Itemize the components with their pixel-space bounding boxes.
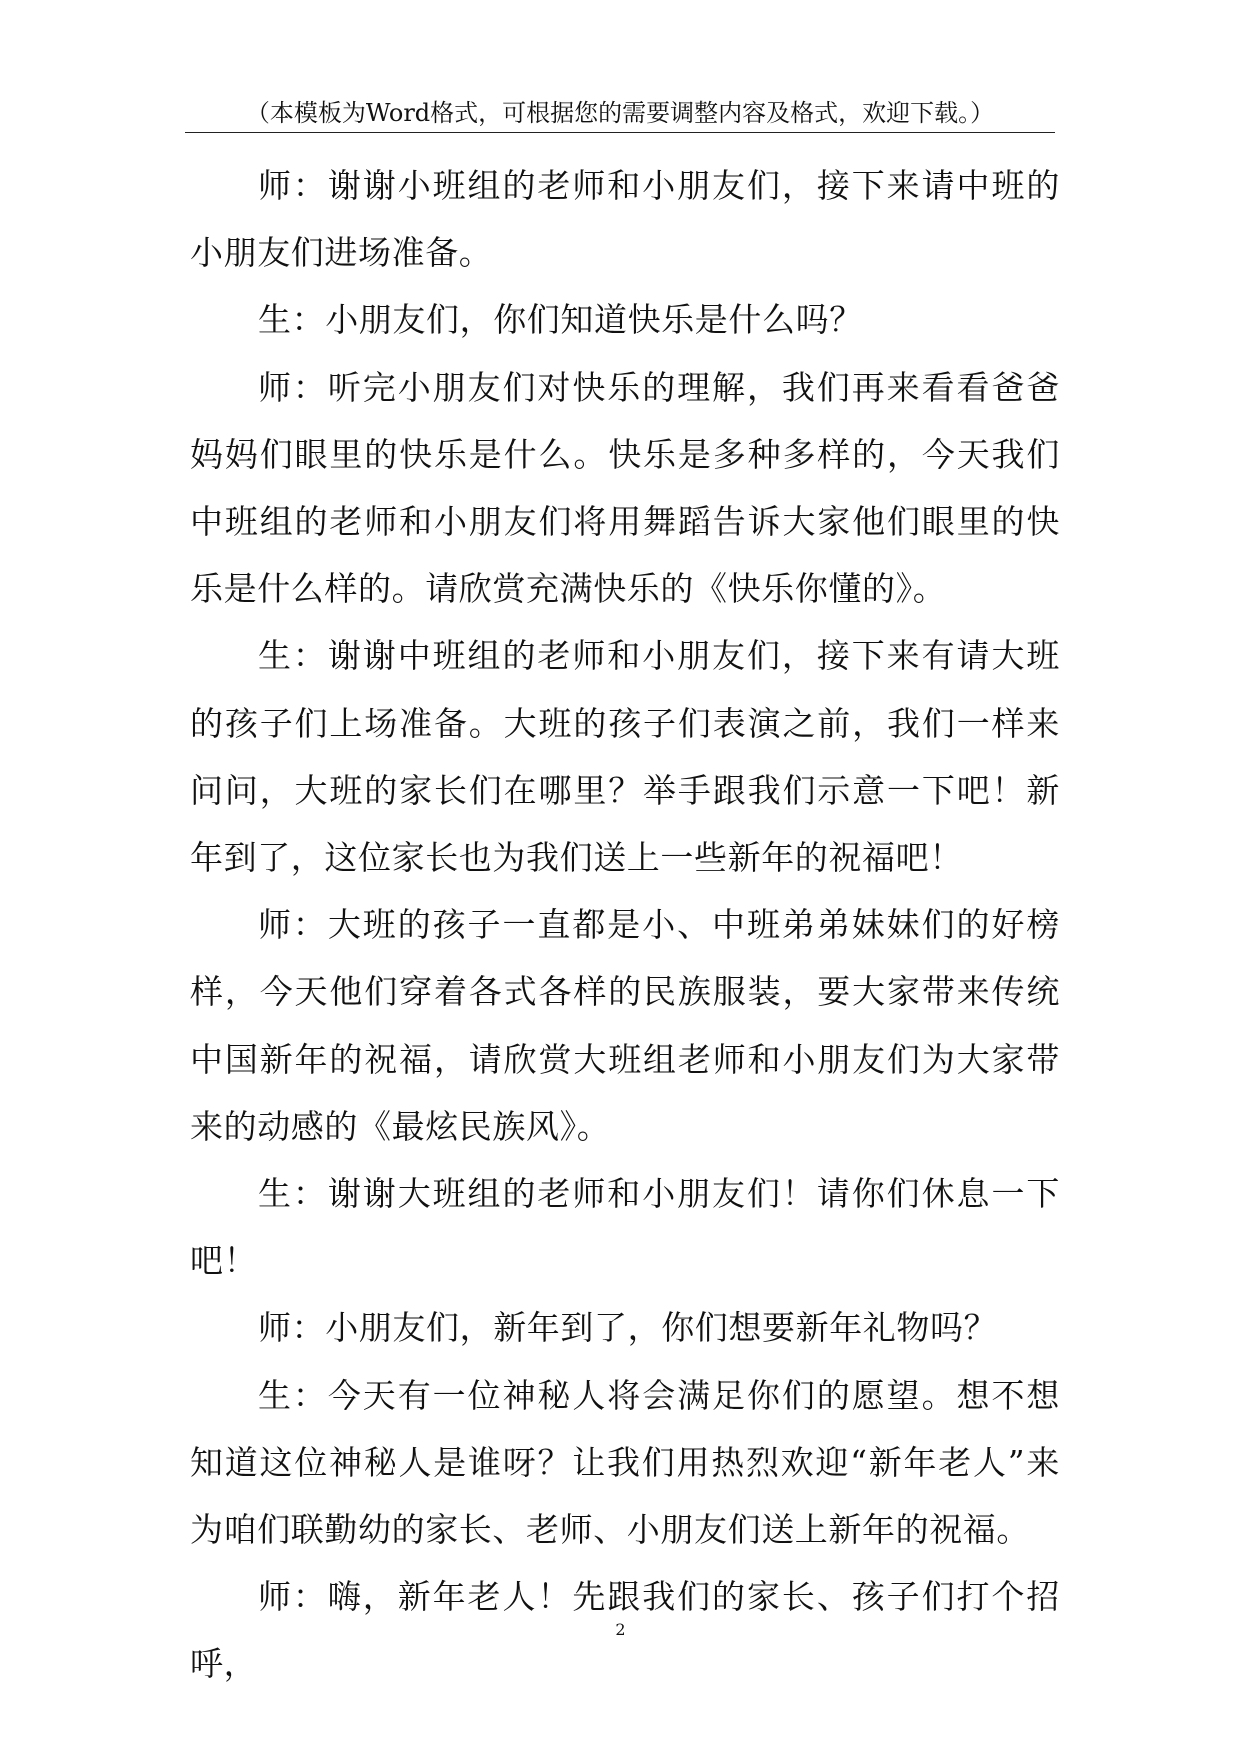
paragraph: 生：今天有一位神秘人将会满足你们的愿望。想不想知道这位神秘人是谁呀？让我们用热烈欢迎“新年老人”来为咱们联勤幼的家长、老师、小朋友们送上新年的祝福。 [190,1375,1060,1550]
page-header: （本模板为Word格式，可根据您的需要调整内容及格式，欢迎下载。） [245,99,995,127]
body-text [190,152,1060,1698]
paragraph: 生：谢谢大班组的老师和小朋友们！请你们休息一下吧！ [190,1174,1060,1281]
header-divider [185,132,1055,133]
page-number: 2 [615,1620,626,1639]
paragraph: 师：听完小朋友们对快乐的理解，我们再来看看爸爸妈妈们眼里的快乐是什么。快乐是多种多样的，今天我们中班组的老师和小朋友们将用舞蹈告诉大家他们眼里的快乐是什么样的。请欣赏充满快乐的《快乐你懂的》。 [190,367,1060,609]
paragraph: 生：小朋友们，你们知道快乐是什么吗？ [258,300,863,340]
paragraph: 生：谢谢中班组的老师和小朋友们，接下来有请大班的孩子们上场准备。大班的孩子们表演之前，我们一样来问问，大班的家长们在哪里？举手跟我们示意一下吧！新年到了，这位家长也为我们送上一些新年的祝福吧！ [190,636,1060,878]
paragraph: 师：小朋友们，新年到了，你们想要新年礼物吗？ [258,1308,998,1348]
paragraph: 师：大班的孩子一直都是小、中班弟弟妹妹们的好榜样，今天他们穿着各式各样的民族服装，要大家带来传统中国新年的祝福，请欣赏大班组老师和小朋友们为大家带来的动感的《最炫民族风》。 [190,905,1060,1146]
paragraph: 师：嗨，新年老人！先跟我们的家长、孩子们打个招呼， [190,1577,1060,1684]
paragraph: 师：谢谢小班组的老师和小朋友们，接下来请中班的小朋友们进场准备。 [190,166,1060,273]
